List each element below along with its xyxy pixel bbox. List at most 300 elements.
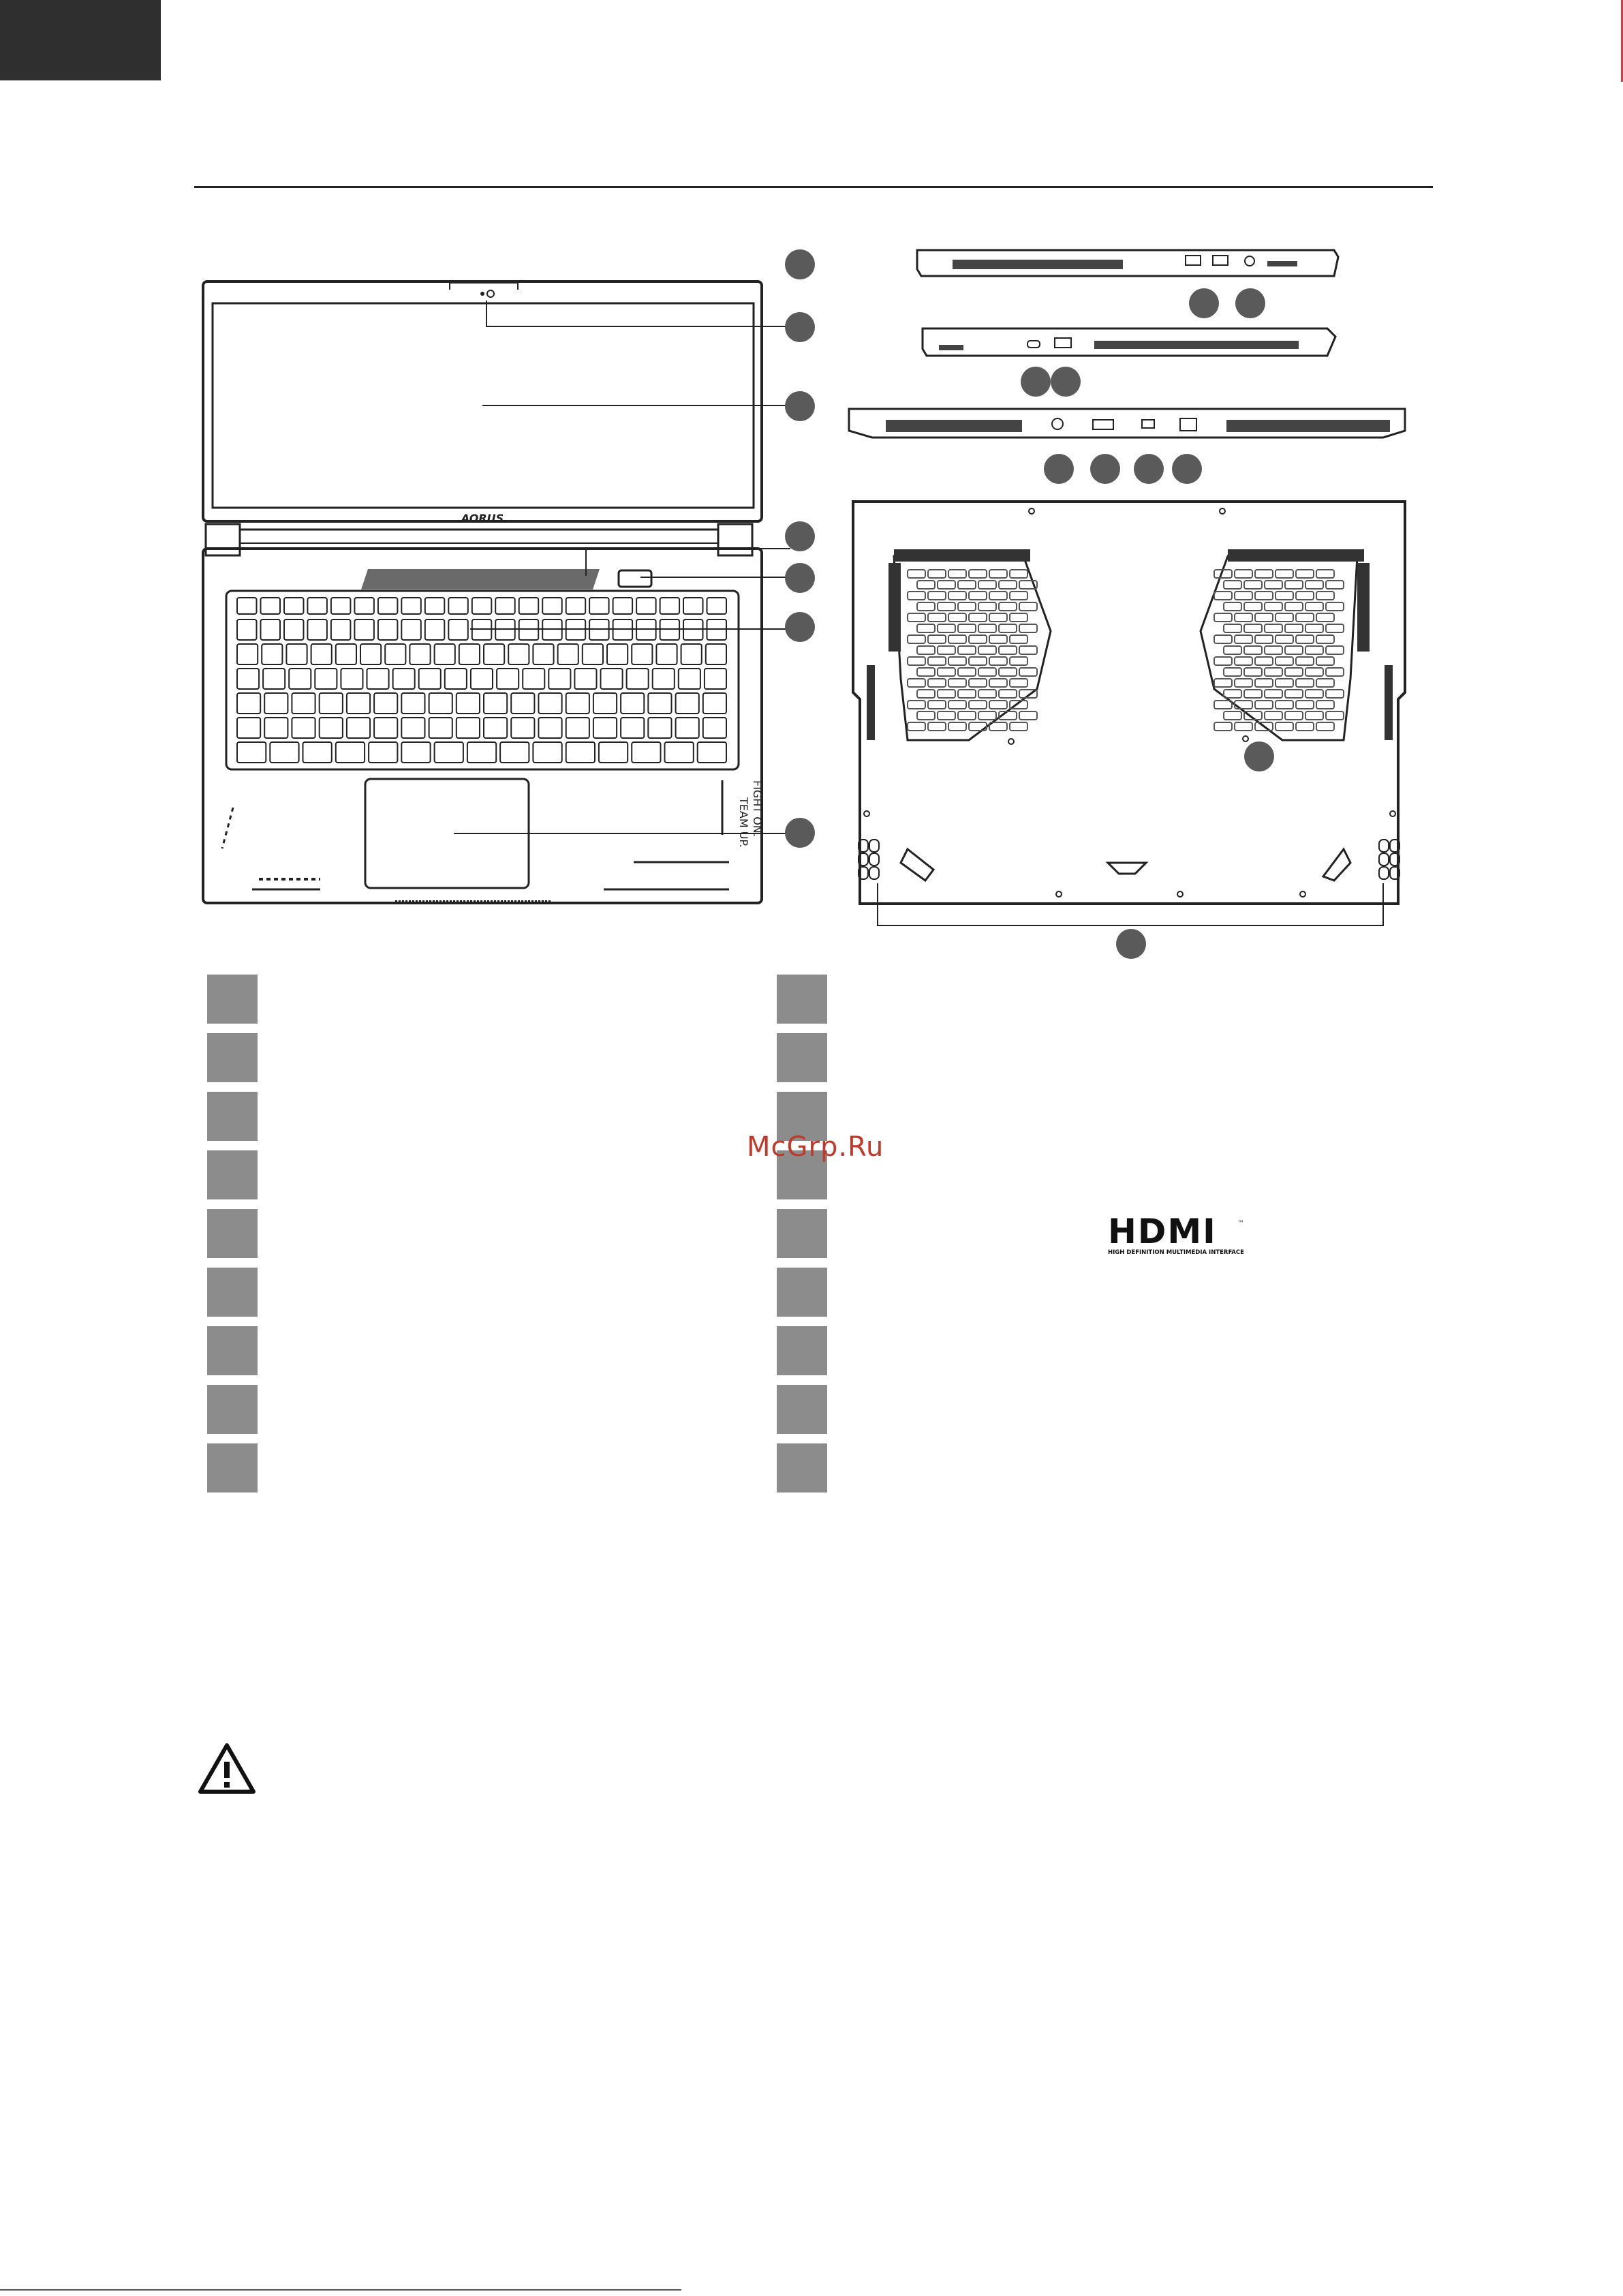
keyboard-key bbox=[429, 693, 452, 714]
keyboard-key bbox=[500, 742, 529, 763]
keyboard-key bbox=[292, 693, 315, 714]
vent-slot bbox=[958, 602, 976, 611]
vent-slot bbox=[1296, 592, 1314, 600]
vent-slot bbox=[1244, 581, 1262, 589]
keyboard-key bbox=[681, 644, 702, 664]
vent-slot bbox=[969, 657, 987, 665]
vent-slot bbox=[978, 581, 996, 589]
vent-slot bbox=[1296, 613, 1314, 622]
vent-slot bbox=[1265, 581, 1282, 589]
legend-square bbox=[207, 1150, 258, 1199]
vent-slot bbox=[1296, 722, 1314, 731]
vent-slot bbox=[1326, 668, 1344, 676]
legend-square bbox=[777, 1443, 827, 1493]
vent-slot bbox=[958, 624, 976, 632]
vent-slot bbox=[1316, 722, 1334, 731]
vent-slot bbox=[1285, 646, 1303, 654]
keyboard-key bbox=[613, 598, 633, 614]
vent-slot bbox=[1316, 701, 1334, 709]
keyboard-key bbox=[497, 669, 519, 689]
vent-slot bbox=[908, 613, 925, 622]
vent-slot bbox=[938, 581, 955, 589]
keyboard-key bbox=[360, 644, 381, 664]
vent-slot bbox=[928, 679, 946, 687]
hdmi-wordmark: HDMI bbox=[1108, 1216, 1217, 1251]
vent-slot bbox=[978, 690, 996, 698]
vent-slot bbox=[969, 635, 987, 643]
vent-slot bbox=[1326, 690, 1344, 698]
vent-slot bbox=[989, 613, 1007, 622]
keyboard-key bbox=[347, 693, 370, 714]
keyboard-key bbox=[435, 742, 463, 763]
vent-slot bbox=[938, 646, 955, 654]
watermark-text: McGrp.Ru bbox=[747, 1131, 884, 1163]
vent-slot bbox=[969, 679, 987, 687]
keyboard-key bbox=[676, 718, 699, 738]
vent-slot bbox=[1265, 690, 1282, 698]
keyboard-key bbox=[378, 598, 398, 614]
vent-slot bbox=[1235, 657, 1252, 665]
vent-slot bbox=[1244, 624, 1262, 632]
vent-slot bbox=[978, 624, 996, 632]
keyboard-key bbox=[237, 619, 257, 640]
vent-slot bbox=[1316, 570, 1334, 578]
vent-slot bbox=[1010, 635, 1027, 643]
keyboard-key bbox=[307, 619, 327, 640]
vent-slot bbox=[1296, 701, 1314, 709]
keyboard-key bbox=[393, 669, 415, 689]
callout-marker bbox=[785, 249, 815, 279]
legend-square bbox=[207, 1033, 258, 1082]
keyboard-key bbox=[409, 644, 430, 664]
keyboard-key bbox=[632, 644, 652, 664]
keyboard-key bbox=[593, 693, 617, 714]
keyboard-key bbox=[367, 669, 389, 689]
vent-slot bbox=[1326, 581, 1344, 589]
vent-slot bbox=[928, 592, 946, 600]
vent-slot bbox=[917, 646, 935, 654]
aorus-logo: AORUS bbox=[461, 512, 504, 525]
keyboard-key bbox=[289, 669, 311, 689]
keyboard-key bbox=[401, 693, 424, 714]
legend-square bbox=[777, 1209, 827, 1258]
vent-slot bbox=[938, 624, 955, 632]
keyboard-key bbox=[425, 619, 445, 640]
vent-slot bbox=[1265, 711, 1282, 720]
keyboard-key bbox=[435, 644, 455, 664]
vent-slot bbox=[1255, 613, 1273, 622]
vent-slot bbox=[948, 592, 966, 600]
callout-marker bbox=[1189, 288, 1219, 318]
keyboard-key bbox=[457, 718, 480, 738]
keyboard-key bbox=[542, 598, 562, 614]
keyboard-key bbox=[676, 693, 699, 714]
keyboard-key bbox=[237, 644, 258, 664]
vent-slot bbox=[1316, 657, 1334, 665]
keyboard-key bbox=[538, 718, 561, 738]
vent-slot bbox=[1235, 570, 1252, 578]
vent-slot bbox=[917, 602, 935, 611]
vent-slot bbox=[908, 722, 925, 731]
keyboard-key bbox=[264, 718, 288, 738]
vent-slot bbox=[1316, 613, 1334, 622]
keyboard-key bbox=[264, 693, 288, 714]
keyboard-key bbox=[261, 619, 281, 640]
vent-slot bbox=[958, 646, 976, 654]
keyboard-key bbox=[495, 598, 515, 614]
vent-slot bbox=[1214, 657, 1232, 665]
legend-square bbox=[777, 1326, 827, 1375]
legend-square bbox=[777, 1385, 827, 1434]
vent-slot bbox=[948, 701, 966, 709]
vent-slot bbox=[958, 711, 976, 720]
keyboard-key bbox=[566, 598, 586, 614]
vent-slot bbox=[1255, 679, 1273, 687]
vent-slot bbox=[948, 570, 966, 578]
keyboard-key bbox=[484, 693, 507, 714]
vent-slot bbox=[1010, 722, 1027, 731]
vent-slot bbox=[1265, 668, 1282, 676]
keyboard-key bbox=[589, 598, 609, 614]
legend-square bbox=[777, 1268, 827, 1317]
vent-slot bbox=[1276, 635, 1293, 643]
keyboard-key bbox=[369, 742, 397, 763]
callout-marker bbox=[1235, 288, 1265, 318]
page-corner-tab bbox=[0, 0, 161, 80]
vent-slot bbox=[1214, 701, 1232, 709]
vent-slot bbox=[1265, 624, 1282, 632]
vent-slot bbox=[908, 679, 925, 687]
keyboard-key bbox=[284, 619, 304, 640]
legend-square bbox=[777, 975, 827, 1024]
keyboard-key bbox=[683, 598, 703, 614]
keyboard-key bbox=[262, 644, 282, 664]
vent-slot bbox=[948, 635, 966, 643]
keyboard-key bbox=[237, 669, 259, 689]
vent-slot bbox=[978, 646, 996, 654]
vent-slot bbox=[1316, 635, 1334, 643]
keyboard-key bbox=[519, 598, 539, 614]
vent-slot bbox=[917, 690, 935, 698]
callout-marker bbox=[1090, 454, 1120, 484]
keyboard-key bbox=[336, 742, 365, 763]
callout-marker bbox=[1116, 929, 1146, 959]
vent-slot bbox=[1276, 570, 1293, 578]
callout-marker bbox=[785, 563, 815, 593]
vent-slot bbox=[1316, 679, 1334, 687]
laptop-rear-view bbox=[845, 403, 1410, 444]
laptop-left-side-view bbox=[918, 322, 1341, 363]
keyboard-key bbox=[707, 598, 727, 614]
vent-slot bbox=[1244, 646, 1262, 654]
legend-square bbox=[207, 975, 258, 1024]
vent-slot bbox=[989, 657, 1007, 665]
callout-marker bbox=[1021, 367, 1051, 397]
deck-text-line-2: FIGHT ON. bbox=[751, 780, 764, 837]
keyboard-key bbox=[261, 598, 281, 614]
keyboard-key bbox=[429, 718, 452, 738]
legend-square bbox=[207, 1209, 258, 1258]
keyboard-key bbox=[511, 693, 534, 714]
vent-slot bbox=[1326, 602, 1344, 611]
vent-slot bbox=[1010, 613, 1027, 622]
vent-slot bbox=[1255, 701, 1273, 709]
laptop-bottom-view bbox=[846, 495, 1412, 938]
keyboard-key bbox=[703, 718, 726, 738]
vent-slot bbox=[928, 635, 946, 643]
vent-slot bbox=[978, 711, 996, 720]
vent-slot bbox=[999, 690, 1017, 698]
keyboard-key bbox=[315, 669, 337, 689]
vent-slot bbox=[1276, 701, 1293, 709]
keyboard-key bbox=[336, 644, 356, 664]
keyboard-key bbox=[511, 718, 534, 738]
callout-marker bbox=[1134, 454, 1164, 484]
vent-slot bbox=[1305, 602, 1323, 611]
vent-slot bbox=[999, 624, 1017, 632]
keyboard-key bbox=[419, 669, 441, 689]
keyboard-key bbox=[378, 619, 398, 640]
keyboard-key bbox=[292, 718, 315, 738]
keyboard-key bbox=[566, 718, 589, 738]
keyboard-key bbox=[457, 693, 480, 714]
vent-slot bbox=[1224, 690, 1241, 698]
keyboard-key bbox=[632, 742, 660, 763]
vent-slot bbox=[969, 613, 987, 622]
keyboard-key bbox=[484, 718, 507, 738]
vent-slot bbox=[938, 690, 955, 698]
keyboard-key bbox=[401, 598, 421, 614]
callout-marker bbox=[785, 521, 815, 551]
vent-slot bbox=[1326, 711, 1344, 720]
vent-slot bbox=[1235, 635, 1252, 643]
keyboard-key bbox=[354, 619, 374, 640]
vent-slot bbox=[1305, 624, 1323, 632]
vent-slot bbox=[1296, 570, 1314, 578]
keyboard-key bbox=[533, 742, 561, 763]
keyboard-key bbox=[425, 598, 445, 614]
vent-slot bbox=[1224, 581, 1241, 589]
vent-slot bbox=[1255, 657, 1273, 665]
vent-slot bbox=[989, 592, 1007, 600]
vent-slot bbox=[989, 570, 1007, 578]
vent-slot bbox=[989, 635, 1007, 643]
warning-triangle-icon bbox=[196, 1741, 258, 1797]
vent-slot bbox=[1305, 646, 1323, 654]
keyboard-key bbox=[307, 598, 327, 614]
vent-slot bbox=[1265, 646, 1282, 654]
legend-square bbox=[777, 1033, 827, 1082]
vent-slot bbox=[1316, 592, 1334, 600]
keyboard-key bbox=[331, 619, 351, 640]
vent-slot bbox=[978, 602, 996, 611]
keyboard-key bbox=[648, 718, 671, 738]
keyboard-key bbox=[237, 598, 257, 614]
vent-slot bbox=[1255, 592, 1273, 600]
keyboard-key bbox=[621, 718, 644, 738]
vent-slot bbox=[999, 581, 1017, 589]
keyboard-key bbox=[270, 742, 298, 763]
keyboard-key bbox=[471, 669, 493, 689]
vent-slot bbox=[1019, 624, 1037, 632]
callout-marker bbox=[785, 818, 815, 848]
vent-slot bbox=[1010, 592, 1027, 600]
vent-slot bbox=[1285, 602, 1303, 611]
keyboard-key bbox=[679, 669, 700, 689]
callout-marker bbox=[1172, 454, 1202, 484]
vent-slot bbox=[917, 668, 935, 676]
keyboard-key bbox=[401, 742, 430, 763]
vent-slot bbox=[1285, 624, 1303, 632]
keyboard-key bbox=[303, 742, 332, 763]
vent-slot bbox=[908, 592, 925, 600]
callout-marker bbox=[785, 612, 815, 642]
vent-slot bbox=[1296, 679, 1314, 687]
vent-slot bbox=[999, 668, 1017, 676]
vent-slot bbox=[1224, 624, 1241, 632]
vent-slot bbox=[1305, 690, 1323, 698]
deck-text-line-1: TEAM UP. bbox=[737, 797, 750, 848]
vent-slot bbox=[1326, 624, 1344, 632]
vent-slot bbox=[1235, 679, 1252, 687]
keyboard-key bbox=[472, 598, 492, 614]
keyboard-key bbox=[331, 598, 351, 614]
vent-slot bbox=[1214, 679, 1232, 687]
keyboard-key bbox=[401, 619, 421, 640]
vent-slot bbox=[1214, 635, 1232, 643]
keyboard-key bbox=[703, 693, 726, 714]
vent-slot bbox=[1326, 646, 1344, 654]
callout-marker bbox=[785, 391, 815, 421]
vent-slot bbox=[928, 613, 946, 622]
vent-slot bbox=[908, 657, 925, 665]
keyboard-key bbox=[558, 644, 578, 664]
keyboard-key bbox=[698, 742, 726, 763]
vent-slot bbox=[1276, 722, 1293, 731]
keyboard-key bbox=[459, 644, 480, 664]
vent-slot bbox=[928, 701, 946, 709]
vent-slot bbox=[1224, 646, 1241, 654]
keyboard-key bbox=[385, 644, 405, 664]
legend-square bbox=[207, 1326, 258, 1375]
legend-square bbox=[207, 1443, 258, 1493]
callout-marker bbox=[1044, 454, 1074, 484]
vent-slot bbox=[958, 581, 976, 589]
callout-marker bbox=[1051, 367, 1081, 397]
vent-slot bbox=[1235, 613, 1252, 622]
vent-slot bbox=[1305, 711, 1323, 720]
keyboard-key bbox=[523, 669, 544, 689]
vent-slot bbox=[1244, 602, 1262, 611]
keyboard-key bbox=[621, 693, 644, 714]
vent-slot bbox=[999, 602, 1017, 611]
legend-square bbox=[207, 1092, 258, 1141]
header-rule bbox=[194, 186, 1433, 188]
vent-slot bbox=[1265, 602, 1282, 611]
vent-slot bbox=[978, 668, 996, 676]
vent-slot bbox=[1019, 668, 1037, 676]
vent-slot bbox=[1255, 635, 1273, 643]
vent-slot bbox=[917, 711, 935, 720]
vent-slot bbox=[1255, 570, 1273, 578]
keyboard-key bbox=[341, 669, 362, 689]
keyboard-key bbox=[636, 598, 656, 614]
keyboard-key bbox=[599, 742, 628, 763]
vent-slot bbox=[989, 679, 1007, 687]
vent-slot bbox=[1224, 668, 1241, 676]
vent-slot bbox=[1305, 581, 1323, 589]
vent-slot bbox=[938, 602, 955, 611]
keyboard-key bbox=[286, 644, 307, 664]
vent-slot bbox=[969, 592, 987, 600]
callout-marker bbox=[1244, 741, 1274, 771]
vent-slot bbox=[1224, 711, 1241, 720]
keyboard-key bbox=[583, 644, 603, 664]
vent-slot bbox=[1019, 602, 1037, 611]
keyboard-key bbox=[320, 693, 343, 714]
keyboard-key bbox=[656, 644, 677, 664]
legend-square bbox=[207, 1385, 258, 1434]
vent-slot bbox=[1010, 657, 1027, 665]
vent-slot bbox=[1285, 668, 1303, 676]
keyboard-key bbox=[706, 644, 726, 664]
keyboard-key bbox=[237, 718, 260, 738]
vent-slot bbox=[1285, 581, 1303, 589]
keyboard-key bbox=[374, 693, 397, 714]
hdmi-logo bbox=[1108, 1216, 1258, 1257]
keyboard-key bbox=[320, 718, 343, 738]
legend-square bbox=[207, 1268, 258, 1317]
vent-slot bbox=[1276, 657, 1293, 665]
vent-slot bbox=[917, 624, 935, 632]
vent-slot bbox=[948, 613, 966, 622]
vent-slot bbox=[1244, 668, 1262, 676]
vent-slot bbox=[1276, 592, 1293, 600]
vent-slot bbox=[948, 722, 966, 731]
vent-slot bbox=[938, 711, 955, 720]
keyboard-key bbox=[574, 669, 596, 689]
vent-slot bbox=[908, 635, 925, 643]
keyboard-key bbox=[401, 718, 424, 738]
keyboard-key bbox=[484, 644, 504, 664]
vent-slot bbox=[958, 690, 976, 698]
vent-slot bbox=[928, 570, 946, 578]
keyboard-key bbox=[445, 669, 467, 689]
vent-slot bbox=[1235, 722, 1252, 731]
keyboard-key bbox=[660, 598, 680, 614]
vent-slot bbox=[969, 570, 987, 578]
keyboard-key bbox=[284, 598, 304, 614]
vent-slot bbox=[1214, 722, 1232, 731]
keyboard-key bbox=[593, 718, 617, 738]
laptop-top-view bbox=[198, 276, 811, 910]
vent-slot bbox=[908, 570, 925, 578]
vent-slot bbox=[999, 646, 1017, 654]
vent-slot bbox=[1296, 635, 1314, 643]
vent-slot bbox=[917, 581, 935, 589]
keyboard-key bbox=[347, 718, 370, 738]
vent-slot bbox=[1214, 613, 1232, 622]
vent-slot bbox=[948, 679, 966, 687]
vent-slot bbox=[1296, 657, 1314, 665]
vent-slot bbox=[1285, 711, 1303, 720]
callout-marker bbox=[785, 312, 815, 342]
keyboard-key bbox=[607, 644, 628, 664]
vent-slot bbox=[1214, 592, 1232, 600]
keyboard-key bbox=[237, 693, 260, 714]
keyboard-key bbox=[566, 742, 595, 763]
vent-slot bbox=[958, 668, 976, 676]
